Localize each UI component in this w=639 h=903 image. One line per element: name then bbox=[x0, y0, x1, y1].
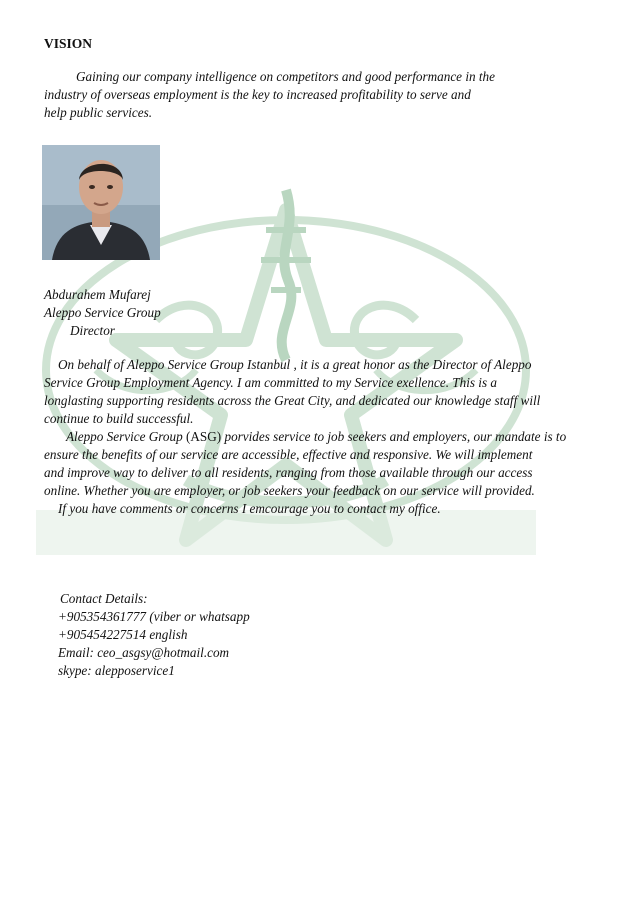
vision-heading: VISION bbox=[44, 36, 93, 51]
message-line-1: On behalf of Aleppo Service Group Istanbul , it is a great honor as the Director of Aleppo bbox=[58, 357, 532, 372]
contact-skype: skype: alepposervice1 bbox=[58, 663, 175, 678]
vision-line-1: Gaining our company intelligence on competitors and good performance in the bbox=[76, 69, 495, 84]
contact-phone-1: +905354361777 (viber or whatsapp bbox=[58, 609, 250, 624]
message-line-5 bbox=[66, 428, 566, 445]
message-line-5-post: porvides service to job seekers and employers, our mandate is to bbox=[221, 429, 567, 444]
contact-heading: Contact Details: bbox=[60, 591, 148, 606]
message-line-9: If you have comments or concerns I emcourage you to contact my office. bbox=[58, 501, 441, 516]
vision-line-3: help public services. bbox=[44, 105, 153, 120]
director-photo bbox=[42, 145, 160, 260]
signature-company: Aleppo Service Group bbox=[44, 305, 161, 320]
message-line-5-pre: Aleppo Service Group bbox=[66, 429, 186, 444]
contact-email: Email: ceo_asgsy@hotmail.com bbox=[58, 645, 230, 660]
asg-abbreviation: (ASG) bbox=[186, 429, 222, 444]
message-line-4: continue to build successful. bbox=[44, 411, 194, 426]
signature-title: Director bbox=[70, 323, 115, 338]
message-line-8: online. Whether you are employer, or job seekers your feedback on our service will provided. bbox=[44, 483, 535, 498]
signature-name: Abdurahem Mufarej bbox=[44, 287, 151, 302]
contact-phone-2: +905454227514 english bbox=[58, 627, 188, 642]
vision-line-2: industry of overseas employment is the key to increased profitability to serve and bbox=[44, 87, 471, 102]
message-line-6: ensure the benefits of our service are accessible, effective and responsive. We will implement bbox=[44, 447, 533, 462]
message-line-3: longlasting supporting residents across the Great City, and dedicated our knowledge staff will bbox=[44, 393, 541, 408]
message-line-2: Service Group Employment Agency. I am committed to my Service exellence. This is a bbox=[44, 375, 497, 390]
message-line-7: and improve way to deliver to all residents, ranging from those available through our access bbox=[44, 465, 533, 480]
